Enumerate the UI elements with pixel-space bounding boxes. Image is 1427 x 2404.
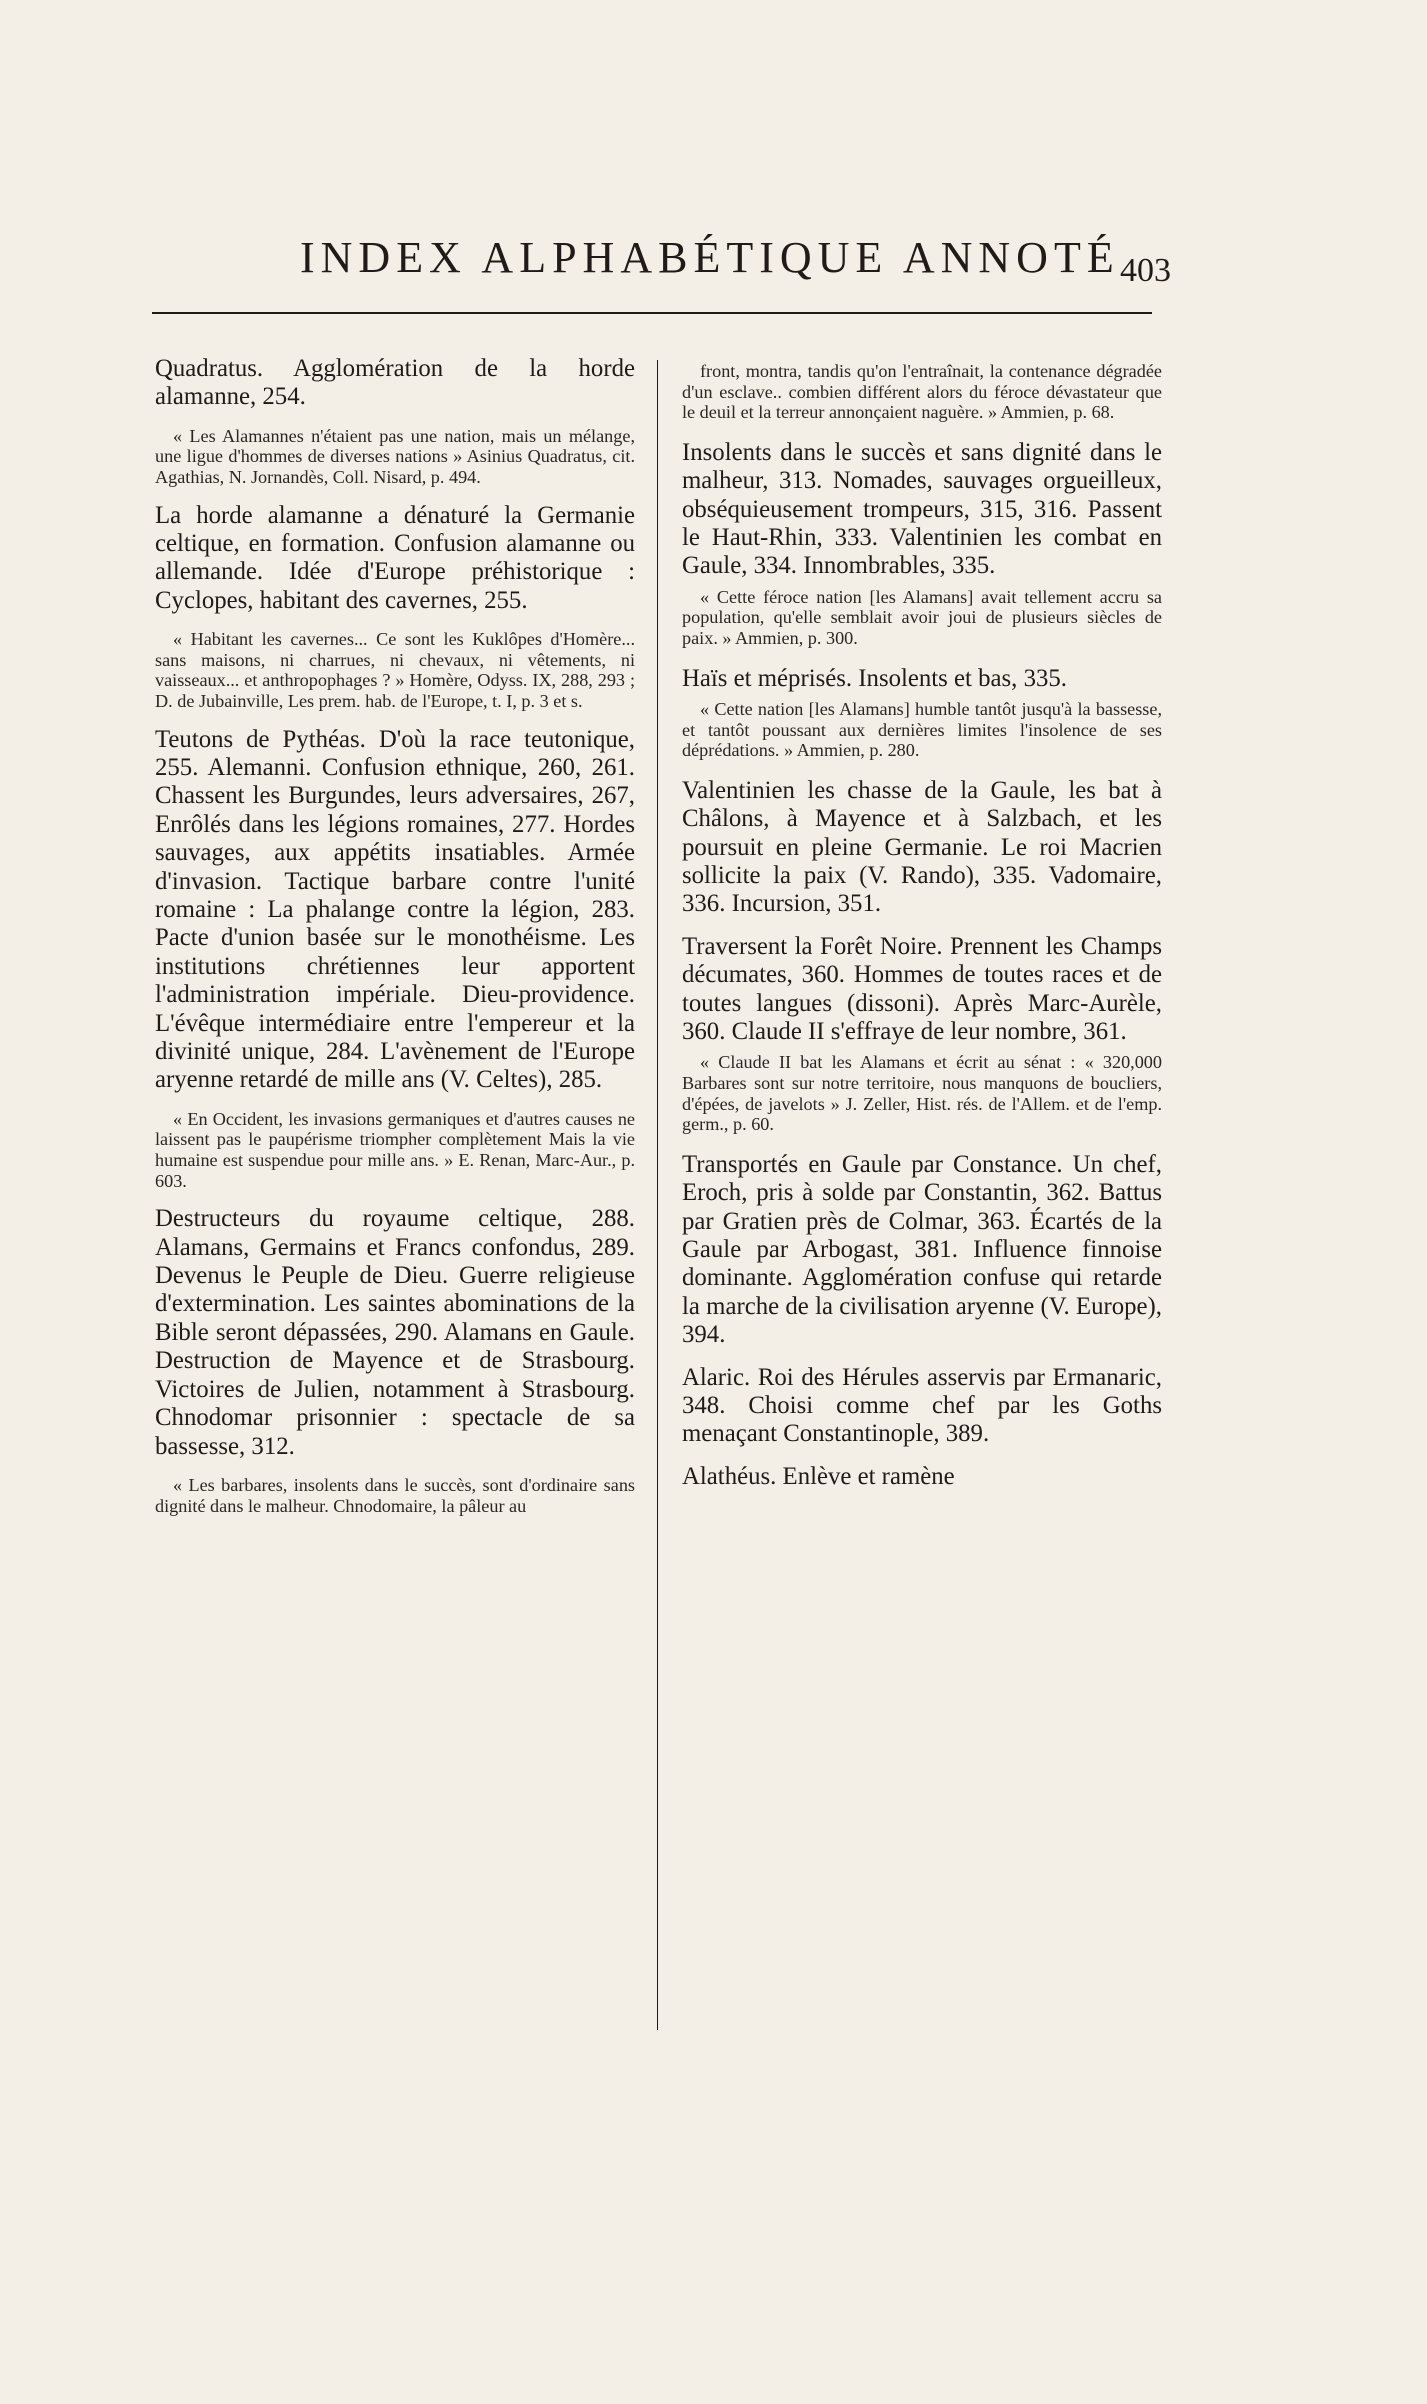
quote-asinius-quadratus: « Les Alamannes n'étaient pas une nation, mais un mélange, une ligue d'hommes de diverses nations » Asinius Quadratus, cit. Agathias, N. Jornandès, Coll. Nisard, p. 494. (155, 425, 635, 487)
entry-transportes: Transportés en Gaule par Constance. Un chef, Eroch, pris à solde par Constantin, 362. Battus par Gratien près de Colmar, 363. Écartés de la Gaule par Arbogast, 381. Influence finnoise dominante. Agglomération confuse qui retarde la marche de la civilisation aryenne (V. Europe), 394. (682, 1150, 1162, 1349)
column-divider (657, 360, 658, 2030)
header-rule (152, 312, 1152, 314)
page-number: 403 (1120, 252, 1171, 289)
entry-quadratus: Quadratus. Agglomération de la horde alamanne, 254. (155, 355, 635, 411)
quote-barbares: « Les barbares, insolents dans le succès, sont d'ordinaire sans dignité dans le malheur. Chnodomaire, la pâleur au (155, 1474, 635, 1516)
entry-insolents: Insolents dans le succès et sans dignité dans le malheur, 313. Nomades, sauvages orgueilleux, obséquieusement trompeurs, 315, 316. Passent le Haut-Rhin, 333. Valentinien les combat en Gaule, 334. Innombrables, 335. (682, 438, 1162, 580)
quote-homere: « Habitant les cavernes... Ce sont les Kuklôpes d'Homère... sans maisons, ni charrues, ni chevaux, ni vêtements, ni vaisseaux... et anthropophages ? » Homère, Odyss. IX, 288, 293 ; D. de Jubainville, Les prem. hab. de l'Europe, t. I, p. 3 et s. (155, 629, 635, 711)
entry-hais: Haïs et méprisés. Insolents et bas, 335. (682, 664, 1067, 692)
right-column (682, 355, 1162, 1491)
quote-renan: « En Occident, les invasions germaniques et d'autres causes ne laissent pas le paupérisme triompher complètement Mais la vie humaine est suspendue pour mille ans. » E. Renan, Marc-Aur., p. 603. (155, 1108, 635, 1191)
entry-foret-noire: Traversent la Forêt Noire. Prennent les Champs décumates, 360. Hommes de toutes races et de toutes langues (dissoni). Après Marc-Aurèle, 360. Claude II s'effraye de leur nombre, 361. (682, 932, 1162, 1046)
running-header-title: INDEX ALPHABÉTIQUE ANNOTÉ (300, 233, 1120, 282)
entry-alaric: Alaric. Roi des Hérules asservis par Ermanaric, 348. Choisi comme chef par les Goths menaçant Constantinople, 389. (682, 1363, 1162, 1448)
entry-alatheus: Alathéus. Enlève et ramène (682, 1462, 955, 1490)
entry-teutons: Teutons de Pythéas. D'où la race teutonique, 255. Alemanni. Confusion ethnique, 260, 261. Chassent les Burgundes, leurs adversaires, 267, Enrôlés dans les légions romaines, 277. Hordes sauvages, aux appétits insatiables. Armée d'invasion. Tactique barbare contre l'unité romaine : La phalange contre la légion, 283. Pacte d'union basée sur le monothéisme. Les institutions chrétiennes leur apportent l'administration impériale. Dieu-providence. L'évêque intermédiaire entre l'empereur et la divinité unique, 284. L'avènement de l'Europe aryenne retardé de mille ans (V. Celtes), 285. (155, 725, 635, 1094)
entry-valentinien: Valentinien les chasse de la Gaule, les bat à Châlons, à Mayence et à Salzbach, et les poursuit en pleine Germanie. Le roi Macrien sollicite la paix (V. Rando), 335. Vadomaire, 336. Incursion, 351. (682, 776, 1162, 918)
quote-ammien-300: « Cette féroce nation [les Alamans] avait tellement accru sa population, qu'elle semblait avoir joui de plusieurs siècles de paix. » Ammien, p. 300. (682, 586, 1162, 648)
quote-zeller: « Claude II bat les Alamans et écrit au sénat : « 320,000 Barbares sont sur notre territoire, nous manquons de boucliers, d'épées, de javelots » J. Zeller, Hist. rés. de l'Allem. et de l'emp. germ., p. 60. (682, 1052, 1162, 1135)
quote-ammien-280: « Cette nation [les Alamans] humble tantôt jusqu'à la bassesse, et tantôt poussant aux dernières limites l'insolence de ses déprédations. » Ammien, p. 280. (682, 699, 1162, 761)
entry-horde-alamanne: La horde alamanne a dénaturé la Germanie celtique, en formation. Confusion alamanne ou allemande. Idée d'Europe préhistorique : Cyclopes, habitant des cavernes, 255. (155, 501, 635, 614)
left-column (155, 355, 635, 1530)
quote-ammien-68: front, montra, tandis qu'on l'entraînait, la contenance dégradée d'un esclave.. combien différent alors du féroce dévastateur que le deuil et la terreur annonçaient naguère. » Ammien, p. 68. (682, 361, 1162, 423)
entry-destructeurs: Destructeurs du royaume celtique, 288. Alamans, Germains et Francs confondus, 289. Devenus le Peuple de Dieu. Guerre religieuse d'extermination. Les saintes abominations de la Bible seront dépassées, 290. Alamans en Gaule. Destruction de Mayence et de Strasbourg. Victoires de Julien, notamment à Strasbourg. Chnodomar prisonnier : spectacle de sa bassesse, 312. (155, 1205, 635, 1460)
